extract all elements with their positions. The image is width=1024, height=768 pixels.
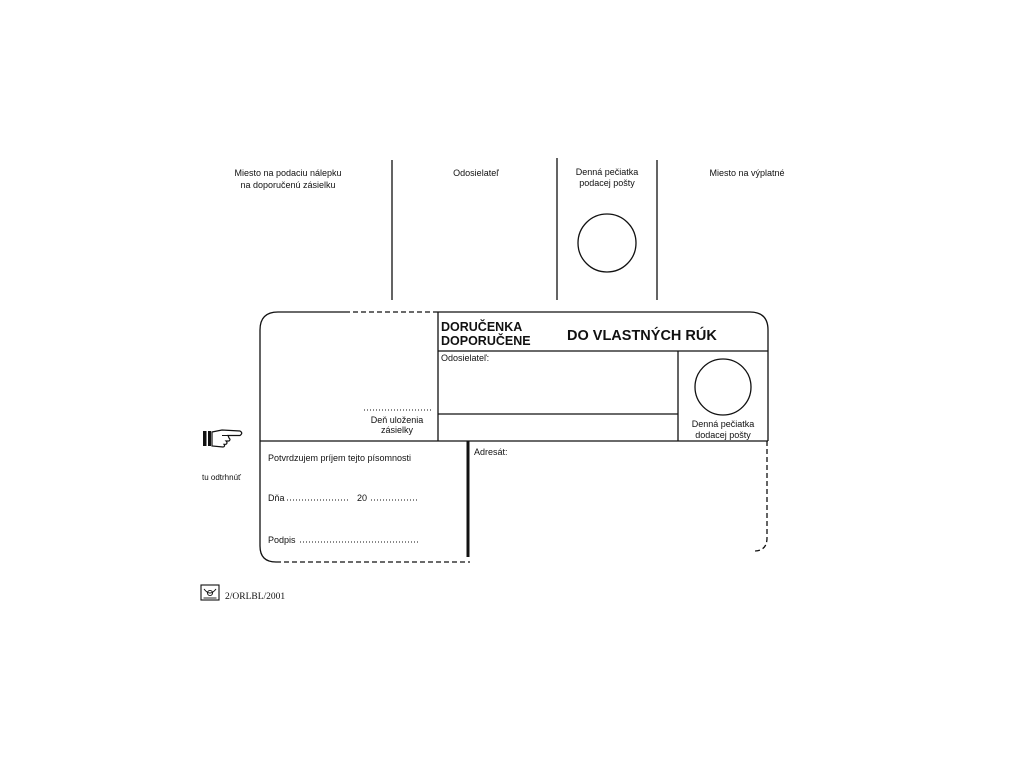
date-label: Dňa (268, 493, 285, 503)
card-title-line-1: DORUČENKA (441, 320, 523, 334)
card-outline-left (260, 312, 345, 562)
label-sticker-line-1: Miesto na podaciu nálepku (234, 168, 342, 178)
top-stamp-circle (578, 214, 636, 272)
top-stamp-line-1: Denná pečiatka (575, 167, 639, 177)
card-subtitle: DO VLASTNÝCH RÚK (567, 328, 717, 344)
tear-here-label: tu odtrhnúť (202, 473, 242, 482)
card-sender-label: Odosielateľ: (441, 353, 490, 363)
card-right-perforation (754, 441, 767, 551)
post-horn-logo-icon (201, 585, 219, 600)
receipt-statement: Potvrdzujem príjem tejto písomnosti (268, 453, 412, 463)
footer (201, 585, 285, 602)
storage-day-line-2: zásielky (380, 425, 414, 435)
top-sender-label: Odosielateľ (453, 168, 499, 178)
card-stamp-circle (695, 359, 751, 415)
postage-label: Miesto na výplatné (709, 168, 785, 178)
addressee-label: Adresát: (474, 447, 508, 457)
storage-day-line-1: Deň uloženia (370, 415, 424, 425)
pointing-hand-icon (203, 430, 242, 447)
signature-label: Podpis (268, 535, 296, 545)
top-section (234, 158, 784, 300)
label-sticker-line-2: na doporučenú zásielku (240, 180, 336, 190)
card-title-line-2: DOPORUČENE (441, 334, 531, 348)
tear-here-marker (202, 430, 242, 482)
card-stamp-line-2: dodacej pošty (695, 430, 751, 440)
card-stamp-line-1: Denná pečiatka (691, 419, 755, 429)
top-stamp-line-2: podacej pošty (579, 178, 635, 188)
receipt-card (260, 312, 768, 562)
form-code: 2/ORLBL/2001 (225, 592, 286, 602)
year-label: 20 (357, 493, 368, 503)
